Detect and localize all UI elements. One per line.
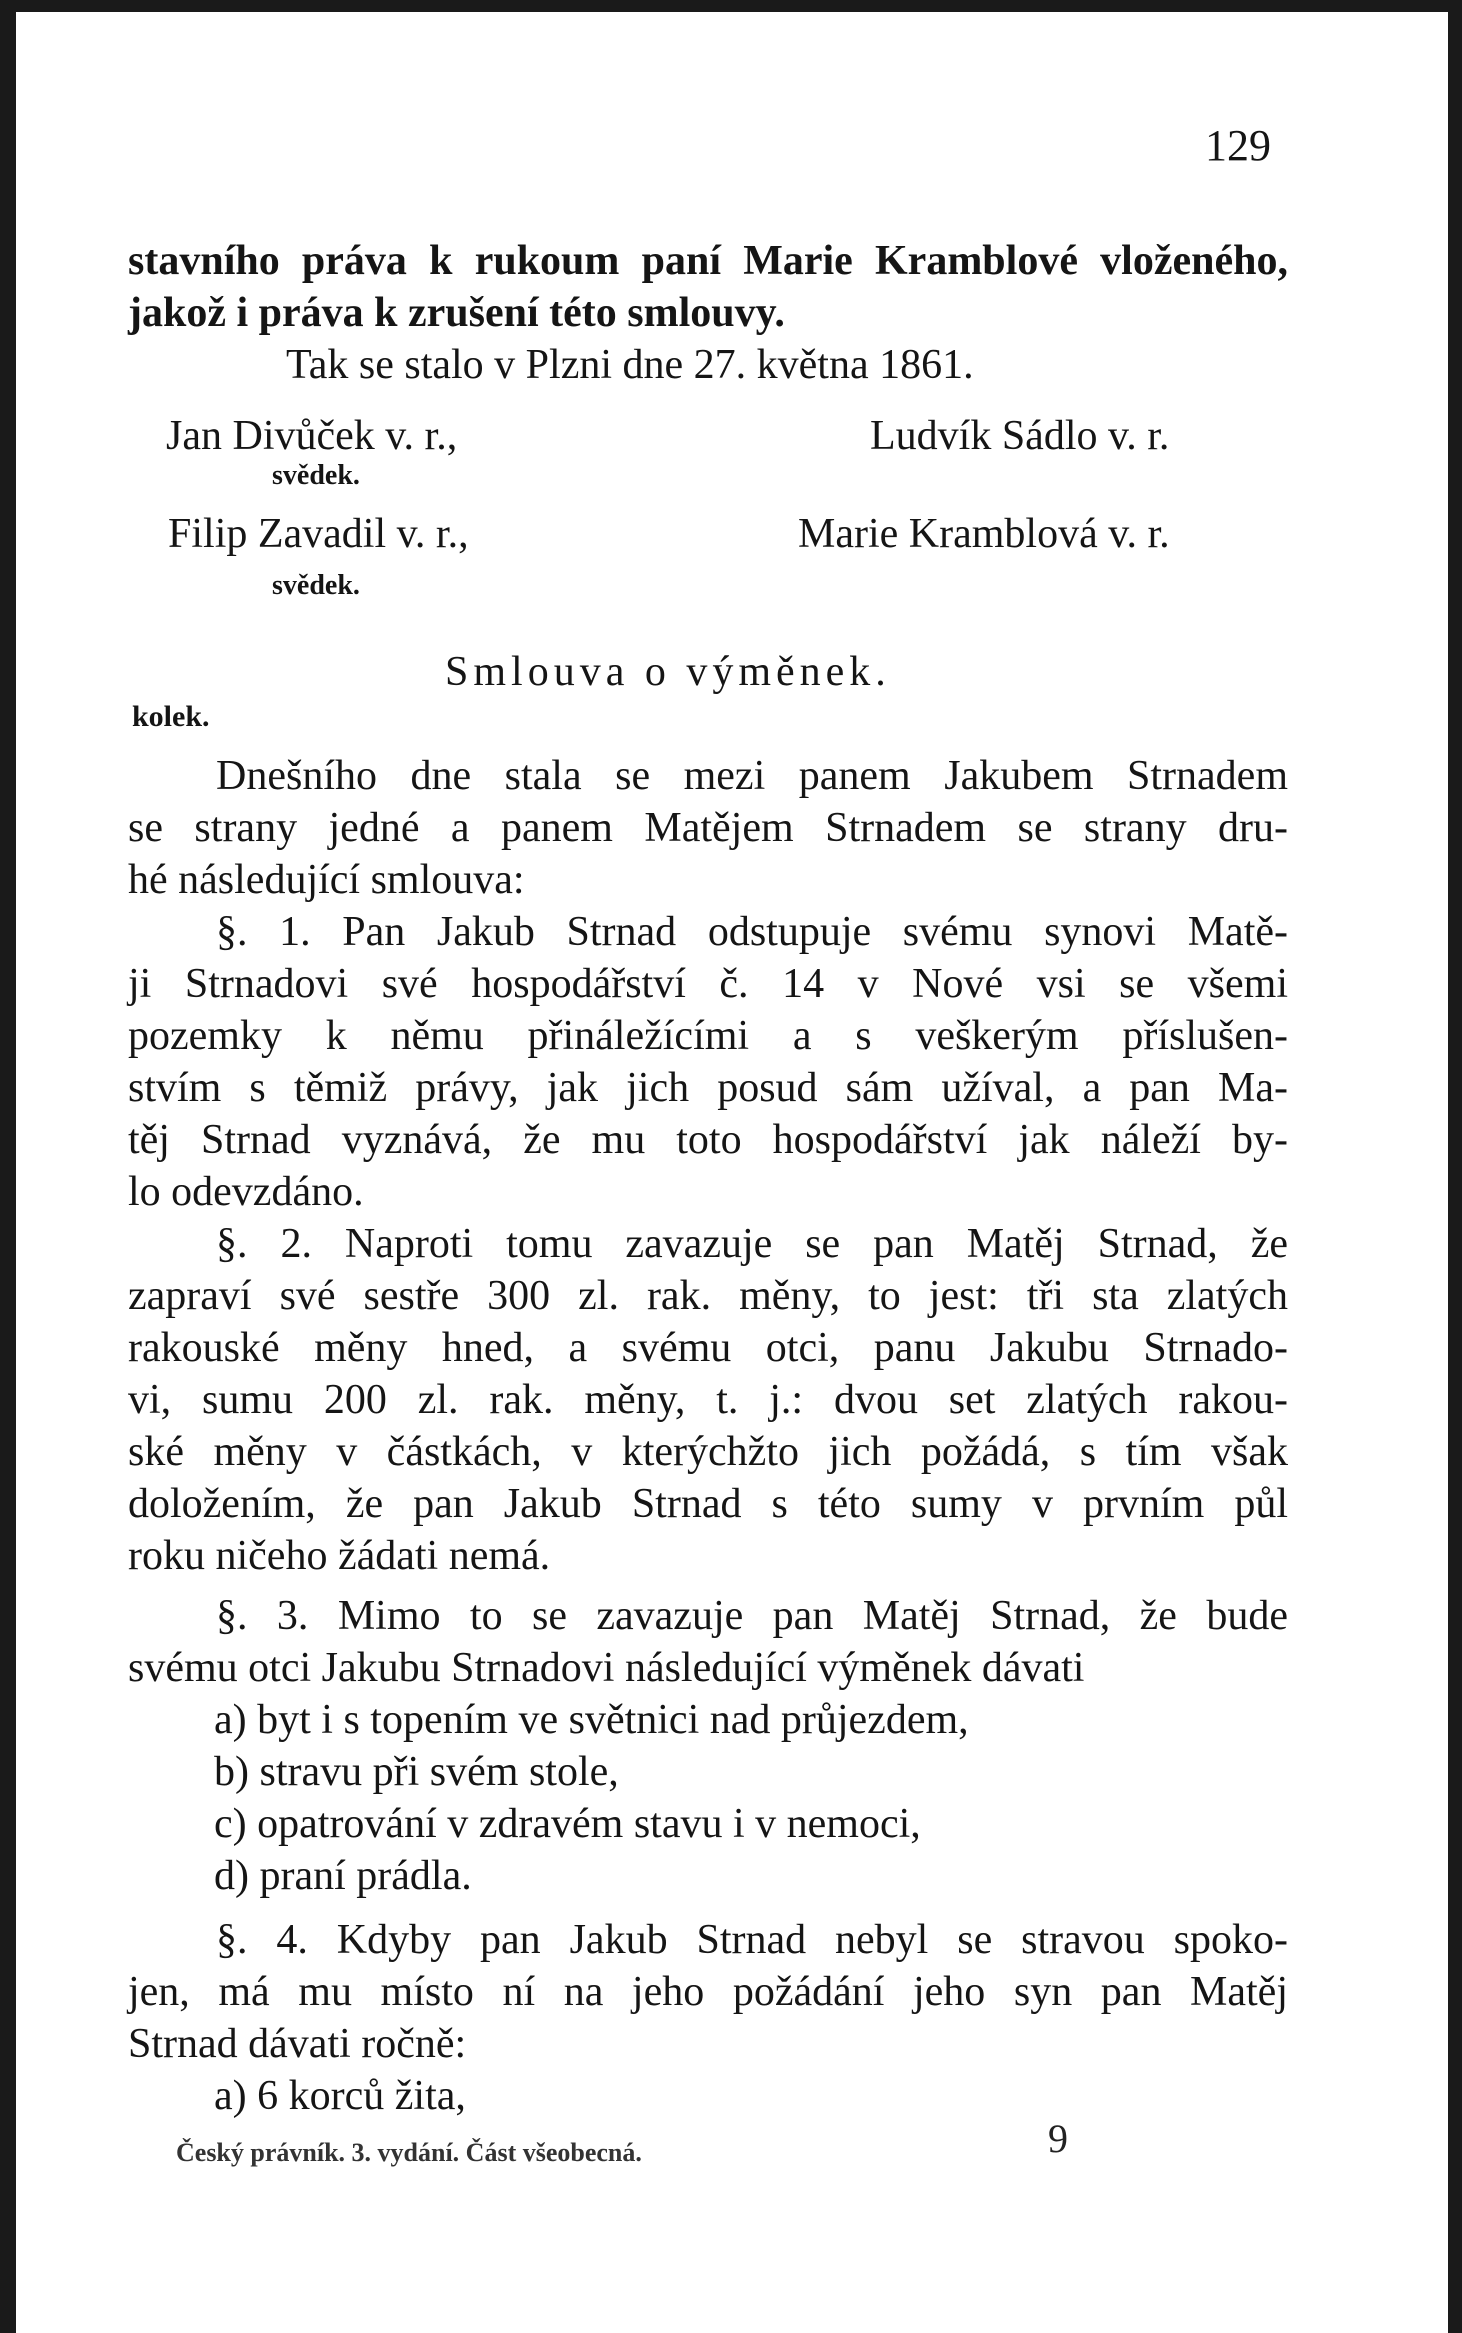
text-line: Dnešního dne stala se mezi panem Jakubem Strnadem	[216, 753, 1288, 799]
signature-mark: 9	[1048, 2116, 1068, 2161]
text-line: svému otci Jakubu Strnadovi následující výměnek dávati	[128, 1645, 1085, 1691]
text-line: jakož i práva k zrušení této smlouvy.	[128, 290, 785, 336]
signature-filip-zavadil: Filip Zavadil v. r.,	[168, 511, 469, 557]
text-line: Strnad dávati ročně:	[128, 2021, 467, 2067]
text-line: těj Strnad vyznává, že mu toto hospodářství jak náleží by-	[128, 1117, 1288, 1163]
text-line: pozemky k němu přináležícími a s veškerým příslušen-	[128, 1013, 1288, 1059]
text-line: jen, má mu místo ní na jeho požádání jeho syn pan Matěj	[128, 1969, 1288, 2015]
text-line: roku ničeho žádati nemá.	[128, 1533, 551, 1579]
text-line: §. 1. Pan Jakub Strnad odstupuje svému synovi Matě-	[216, 909, 1288, 955]
text-line: rakouské měny hned, a svému otci, panu Jakubu Strnado-	[128, 1325, 1288, 1371]
text-line: stvím s těmiž právy, jak jich posud sám užíval, a pan Ma-	[128, 1065, 1288, 1111]
text-line: lo odevzdáno.	[128, 1169, 364, 1215]
text-line: zapraví své sestře 300 zl. rak. měny, to jest: tři sta zlatých	[128, 1273, 1288, 1319]
text-line: ji Strnadovi své hospodářství č. 14 v Nové vsi se všemi	[128, 961, 1288, 1007]
section-heading: Smlouva o výměnek.	[445, 649, 891, 695]
list-item: c) opatrování v zdravém stavu i v nemoci,	[214, 1801, 921, 1847]
signature-role: svědek.	[272, 460, 360, 491]
signature-jan-divucek: Jan Divůček v. r.,	[166, 413, 458, 459]
text-line: §. 2. Naproti tomu zavazuje se pan Matěj Strnad, že	[216, 1221, 1288, 1267]
text-line: se strany jedné a panem Matějem Strnadem se strany dru-	[128, 805, 1288, 851]
list-item: d) praní prádla.	[214, 1853, 472, 1899]
stamp-label: kolek.	[132, 700, 210, 733]
text-line: doložením, že pan Jakub Strnad s této sumy v prvním půl	[128, 1481, 1288, 1527]
list-item: b) stravu při svém stole,	[214, 1749, 619, 1795]
signature-ludvik-sadlo: Ludvík Sádlo v. r.	[870, 413, 1170, 459]
text-line: §. 3. Mimo to se zavazuje pan Matěj Strnad, že bude	[216, 1593, 1288, 1639]
page-footer: Český právník. 3. vydání. Část všeobecná.	[176, 2138, 642, 2167]
signature-marie-kramblova: Marie Kramblová v. r.	[798, 511, 1170, 557]
list-item: a) 6 korců žita,	[214, 2073, 466, 2119]
scan-border-top	[0, 0, 1462, 12]
signature-role: svědek.	[272, 570, 360, 601]
text-line: §. 4. Kdyby pan Jakub Strnad nebyl se stravou spoko-	[216, 1917, 1288, 1963]
scan-border-right	[1448, 0, 1462, 2333]
scan-border-left	[0, 0, 16, 2333]
list-item: a) byt i s topením ve světnici nad průjezdem,	[214, 1697, 969, 1743]
text-line: hé následující smlouva:	[128, 857, 525, 903]
text-line: stavního práva k rukoum paní Marie Kramblové vloženého,	[128, 238, 1288, 284]
date-line: Tak se stalo v Plzni dne 27. května 1861.	[286, 342, 974, 388]
text-line: ské měny v částkách, v kterýchžto jich požádá, s tím však	[128, 1429, 1288, 1475]
text-line: vi, sumu 200 zl. rak. měny, t. j.: dvou set zlatých rakou-	[128, 1377, 1288, 1423]
page-number: 129	[1205, 121, 1271, 170]
